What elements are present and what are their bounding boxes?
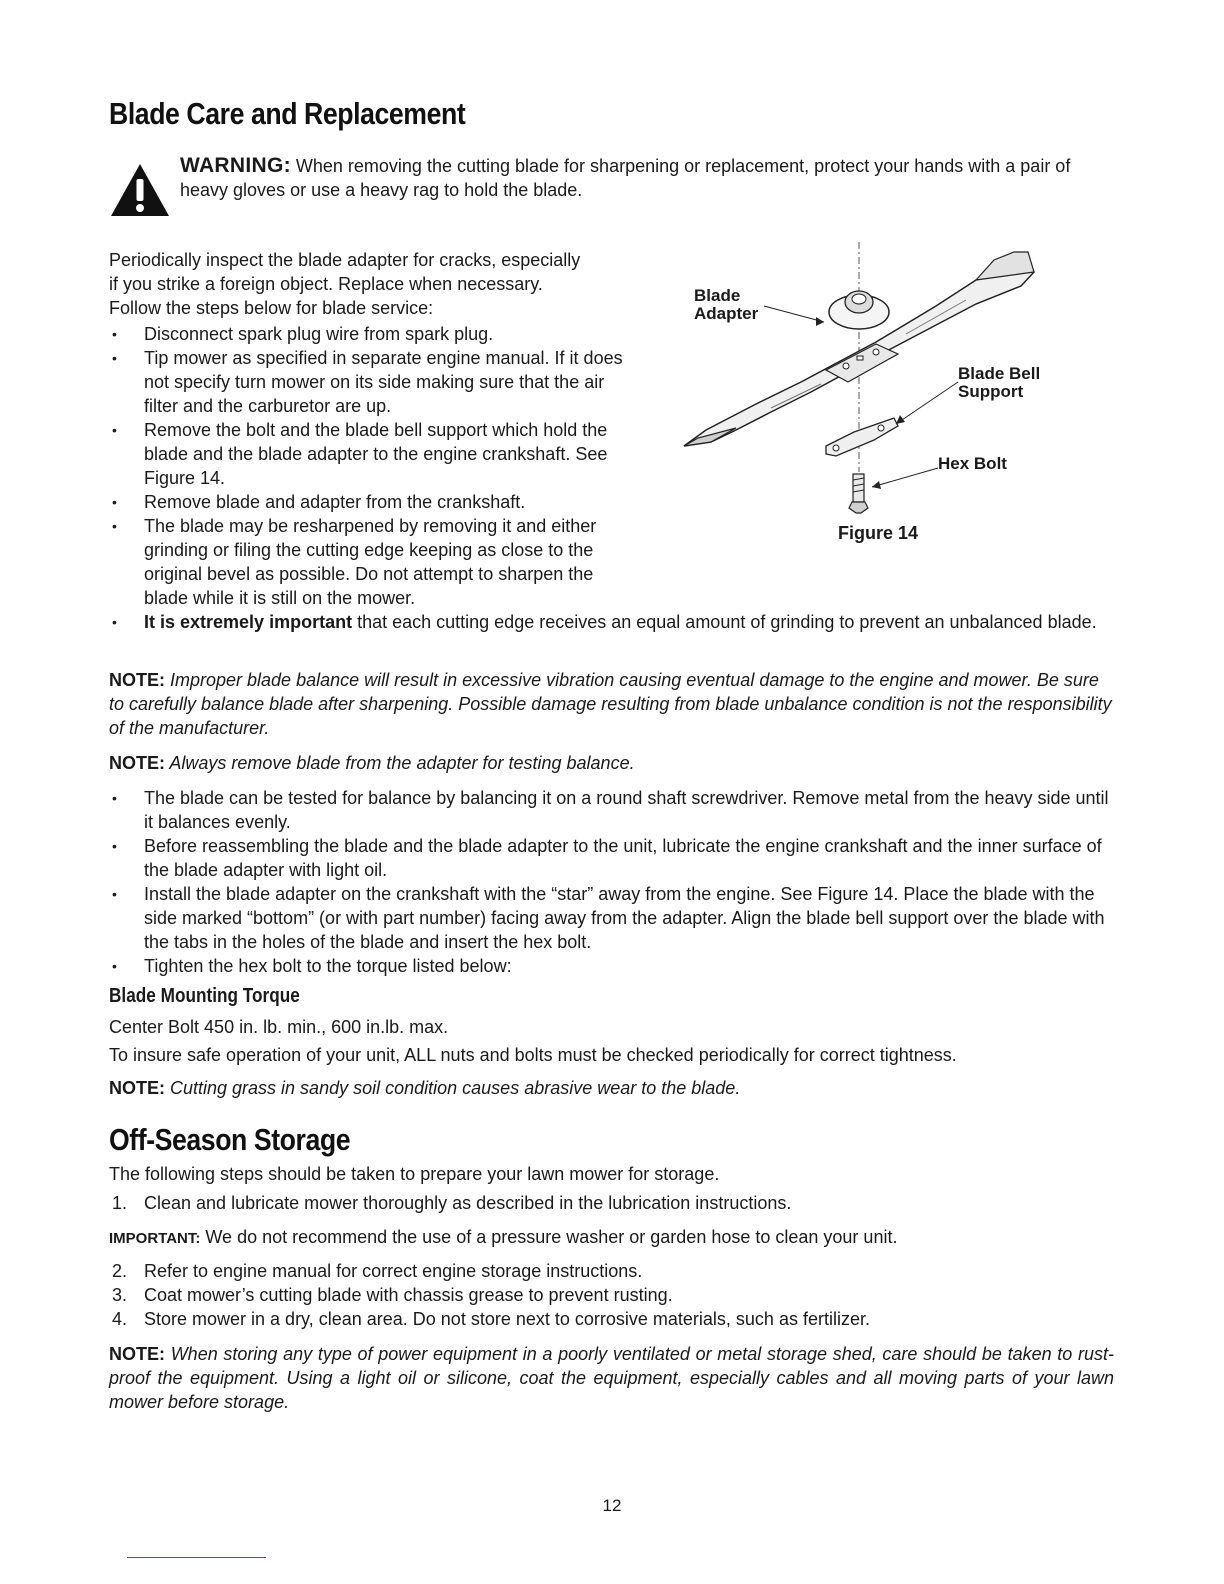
note-storage-shed — [109, 1342, 1114, 1414]
footer-rule — [127, 1557, 266, 1558]
note-label: NOTE: — [109, 1078, 165, 1098]
storage-steps-rest — [109, 1259, 1114, 1331]
intro-paragraph: Periodically inspect the blade adapter for cracks, especially if you strike a foreign object. Replace when necessary. Follow the steps below for blade service: — [109, 250, 581, 318]
list-item — [109, 1191, 1114, 1215]
storage-steps-first — [109, 1191, 1114, 1215]
label-blade-adapter-line1: Blade — [694, 286, 741, 305]
list-item: • Before reassembling the blade and the blade adapter to the unit, lubricate the engine crankshaft and the inner surface of the blade adapter with light oil. — [109, 834, 1114, 882]
note-balance — [109, 668, 1114, 740]
torque-heading: Blade Mounting Torque — [109, 985, 300, 1007]
tightness-text: To insure safe operation of your unit, ALL nuts and bolts must be checked periodically for correct tightness. — [109, 1045, 957, 1065]
important-text: that each cutting edge receives an equal amount of grinding to prevent an unbalanced blade. — [352, 612, 1097, 632]
note-adapter — [109, 751, 1114, 775]
list-item: • Tip mower as specified in separate engine manual. If it does not specify turn mower on its side making sure that the air filter and the carburetor are up. — [109, 346, 624, 418]
figure-caption: Figure 14 — [838, 523, 919, 543]
note-text: Always remove blade from the adapter for testing balance. — [165, 753, 635, 773]
list-item — [109, 1259, 1114, 1283]
list-item: • Tighten the hex bolt to the torque listed below: — [109, 954, 1114, 978]
important-note — [109, 1225, 1114, 1251]
figure-14-diagram — [676, 242, 1056, 532]
list-item: • The blade can be tested for balance by balancing it on a round shaft screwdriver. Remove metal from the heavy side until it balances evenly. — [109, 786, 1114, 834]
list-item: • Install the blade adapter on the crankshaft with the “star” away from the engine. See Figure 14. Place the blade with the side marked “bottom” (or with part number) facing away from the adapter. Align the blade bell support over the blade with the tabs in the holes of the blade and insert the hex bolt. — [109, 882, 1114, 954]
step-number: 4. — [112, 1309, 128, 1329]
note-label: NOTE: — [109, 1344, 165, 1364]
step-number: 1. — [112, 1193, 128, 1213]
note-text: When storing any type of power equipment in a poorly ventilated or metal storage shed, care should be taken to rust-proof the equipment. Using a light oil or silicone, coat the equipment, especially cables and all moving parts of your lawn mower before storage. — [109, 1344, 1114, 1412]
list-item: • The blade may be resharpened by removing it and either grinding or filing the cutting edge keeping as close to the original bevel as possible. Do not attempt to sharpen the blade while it is still on the mower. — [109, 514, 624, 610]
list-item: • Disconnect spark plug wire from spark plug. — [109, 322, 624, 346]
step-text: Coat mower’s cutting blade with chassis grease to prevent rusting. — [144, 1285, 673, 1305]
page-title: Blade Care and Replacement — [109, 96, 466, 131]
label-bell-line2: Support — [958, 382, 1024, 401]
list-item: • Remove blade and adapter from the crankshaft. — [109, 490, 624, 514]
step-text: Refer to engine manual for correct engine storage instructions. — [144, 1261, 643, 1281]
page-number: 12 — [602, 1496, 622, 1515]
label-blade-bell-support — [958, 365, 1040, 401]
list-item-important — [109, 610, 1114, 634]
label-blade-adapter-line2: Adapter — [694, 304, 759, 323]
warning-triangle-icon — [109, 162, 171, 218]
note-text: Cutting grass in sandy soil condition causes abrasive wear to the blade. — [165, 1078, 741, 1098]
important-label: IMPORTANT: — [109, 1230, 201, 1247]
section-title-storage: Off-Season Storage — [109, 1122, 351, 1157]
warning-label: WARNING: — [180, 154, 291, 177]
torque-value: Center Bolt 450 in. lb. min., 600 in.lb. max. — [109, 1017, 449, 1037]
note-sandy-soil — [109, 1076, 1114, 1100]
list-item — [109, 1283, 1114, 1307]
important-text: We do not recommend the use of a pressure washer or garden hose to clean your unit. — [200, 1227, 898, 1247]
step-text: Clean and lubricate mower thoroughly as described in the lubrication instructions. — [144, 1193, 792, 1213]
note-label: NOTE: — [109, 753, 165, 773]
warning-message: When removing the cutting blade for sharpening or replacement, protect your hands with a pair of heavy gloves or use a heavy rag to hold the blade. — [180, 156, 1071, 200]
note-text: Improper blade balance will result in excessive vibration causing eventual damage to the engine and mower. Be sure to carefully balance blade after sharpening. Possible damage resulting from blade unbalance condition is not the responsibility of the manufacturer. — [109, 670, 1112, 738]
list-item — [109, 1307, 1114, 1331]
balance-steps — [109, 786, 1114, 978]
important-emphasis: It is extremely important — [144, 612, 353, 632]
list-item: • Remove the bolt and the blade bell support which hold the blade and the blade adapter to the engine crankshaft. See Figure 14. — [109, 418, 624, 490]
step-number: 3. — [112, 1285, 128, 1305]
label-blade-adapter — [694, 287, 758, 323]
label-bell-line1: Blade Bell — [958, 364, 1041, 383]
note-label: NOTE: — [109, 670, 165, 690]
step-text: Store mower in a dry, clean area. Do not store next to corrosive materials, such as fertilizer. — [144, 1309, 870, 1329]
step-number: 2. — [112, 1261, 128, 1281]
label-hex-bolt: Hex Bolt — [938, 454, 1007, 473]
warning-text — [180, 154, 1105, 202]
storage-intro: The following steps should be taken to prepare your lawn mower for storage. — [109, 1164, 720, 1184]
